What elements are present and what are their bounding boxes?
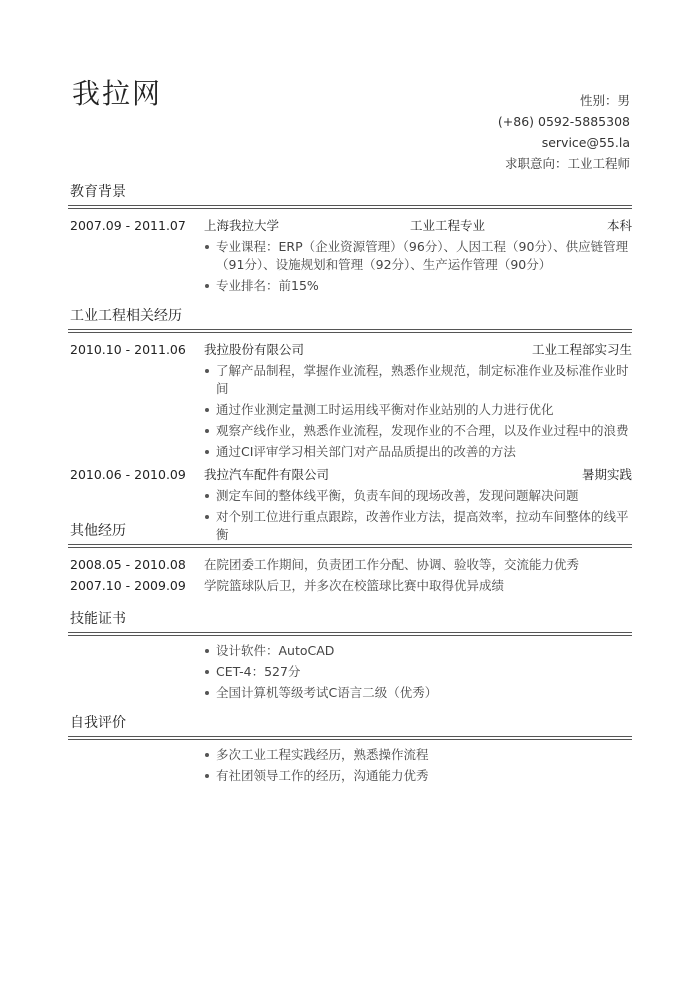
self-evaluation-section	[68, 712, 632, 788]
list-item: 设计软件：AutoCAD	[204, 642, 632, 660]
list-item: 通过作业测定量测工时运用线平衡对作业站别的人力进行优化	[204, 401, 632, 419]
education-section	[68, 181, 632, 298]
self-list	[68, 746, 632, 785]
job-intent-text: 求职意向：工业工程师	[504, 156, 630, 171]
contact-block	[498, 90, 630, 174]
other-text: 学院篮球队后卫，并多次在校篮球比赛中取得优异成绩	[204, 578, 505, 593]
candidate-name: 我拉网	[72, 77, 163, 110]
ie-experience-section	[68, 305, 632, 547]
list-item: 对个别工位进行重点跟踪，改善作业方法，提高效率，拉动车间整体的线平衡	[204, 508, 632, 544]
section-title-self: 自我评价	[70, 715, 126, 731]
section-title-other: 其他经历	[70, 523, 126, 539]
job-role: 暑期实践	[581, 467, 632, 482]
list-item: 多次工业工程实践经历，熟悉操作流程	[204, 746, 632, 764]
education-row	[68, 215, 632, 236]
list-item: 测定车间的整体线平衡，负责车间的现场改善，发现问题解决问题	[204, 487, 632, 505]
company-name: 我拉汽车配件有限公司	[204, 467, 330, 482]
section-divider	[68, 632, 632, 636]
school-name: 上海我拉大学	[204, 218, 280, 233]
section-divider	[68, 736, 632, 740]
other-date: 2007.10 - 2009.09	[70, 578, 186, 593]
major-name: 工业工程专业	[410, 218, 486, 233]
education-date: 2007.09 - 2011.07	[70, 218, 186, 233]
other-text: 在院团委工作期间，负责团工作分配、协调、验收等，交流能力优秀	[204, 557, 580, 572]
section-title-education: 教育背景	[70, 184, 126, 200]
list-item: CET-4：527分	[204, 663, 632, 681]
other-date: 2008.05 - 2010.08	[70, 557, 186, 572]
list-item: 有社团领导工作的经历，沟通能力优秀	[204, 767, 632, 785]
job-date: 2010.06 - 2010.09	[70, 467, 186, 482]
list-item: 全国计算机等级考试C语言二级（优秀）	[204, 684, 632, 702]
skills-list	[68, 642, 632, 702]
section-title-skills: 技能证书	[70, 611, 126, 627]
job-duties	[68, 362, 632, 461]
job-date: 2010.10 - 2011.06	[70, 342, 186, 357]
list-item: 通过CI评审学习相关部门对产品品质提出的改善的方法	[204, 443, 632, 461]
job-row	[68, 464, 632, 485]
phone-text: (+86) 0592-5885308	[497, 114, 630, 129]
other-row	[68, 575, 632, 596]
email-text: service@55.la	[541, 135, 630, 150]
education-details	[68, 238, 632, 295]
section-divider	[68, 205, 632, 209]
company-name: 我拉股份有限公司	[204, 342, 305, 357]
section-divider	[68, 329, 632, 333]
section-divider	[68, 544, 632, 548]
section-title-ie-experience: 工业工程相关经历	[70, 308, 182, 324]
job-role: 工业工程部实习生	[531, 342, 632, 357]
other-experience-section	[68, 520, 632, 596]
list-item: 了解产品制程，掌握作业流程，熟悉作业规范，制定标准作业及标准作业时间	[204, 362, 632, 398]
job-row	[68, 339, 632, 360]
skills-section	[68, 608, 632, 705]
list-item: 专业排名：前15%	[204, 277, 632, 295]
list-item: 观察产线作业，熟悉作业流程，发现作业的不合理，以及作业过程中的浪费	[204, 422, 632, 440]
degree-name: 本科	[606, 218, 632, 233]
other-row	[68, 554, 632, 575]
list-item: 专业课程：ERP（企业资源管理）（96分）、人因工程（90分）、供应链管理（91分）、设施规划和管理（92分）、生产运作管理（90分）	[204, 238, 632, 274]
gender-text: 性别：男	[579, 93, 630, 108]
